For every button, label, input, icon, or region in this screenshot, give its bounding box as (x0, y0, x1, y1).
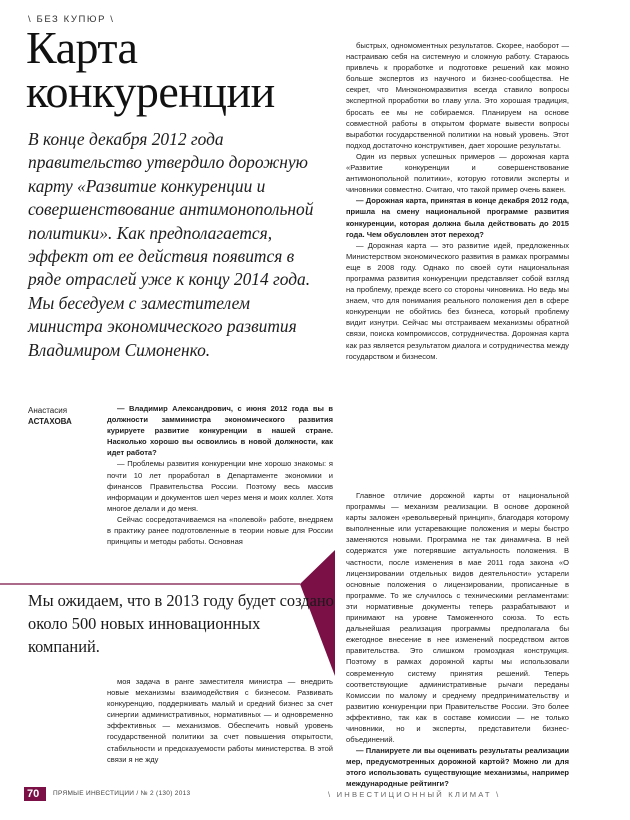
page-number: 70 (27, 788, 40, 800)
rubric-label: \ БЕЗ КУПЮР \ (28, 14, 115, 25)
section-name: \ ИНВЕСТИЦИОННЫЙ КЛИМАТ \ (328, 790, 501, 799)
question-paragraph: — Владимир Александрович, с июня 2012 года вы в должности замминистра экономического развития курируете развитие конкуренции в нашей стране. Насколько хорошо вы освоились в новой должности, как идет работа? (107, 404, 333, 458)
author-first-name: Анастасия (28, 406, 68, 415)
column-left-bottom (107, 676, 333, 765)
article-title (26, 22, 326, 117)
author-byline (28, 405, 98, 427)
question-paragraph: — Дорожная карта, принятая в конце декабря 2012 года, пришла на смену национальной программе развития конкуренции, которая должна была действовать до 2015 года. Чем обусловлен этот переход? (346, 196, 569, 239)
question-paragraph: — Планируете ли вы оценивать результаты реализации мер, предусмотренных дорожной картой? Можно ли для этого использовать существующие механизмы, например международные рейтинги? (346, 746, 569, 789)
answer-paragraph: — Дорожная карта — это развитие идей, предложенных Министерством экономического развития в рамках программы еще в 2008 году. Однако по своей сути национальная программа развития конкуренции представляет собой взгляд на проблему, прежде всего со стороны чиновника. Но ведь мы знаем, что для понимания реального положения дел в сфере конкуренции не обойтись без бизнеса, который проблему видит изнутри. Сейчас мы отстраиваем механизмы обратной связи, поиска компромиссов, сотрудничества. Дорожная карта как раз является результатом диалога и сотрудничества между государством и бизнесом. (346, 240, 569, 361)
answer-paragraph: Сейчас сосредотачиваемся на «полевой» работе, внедряем в практику ранее подготовленные в теории новые для России принципы и методы работы. Основная (107, 514, 333, 547)
answer-paragraph: — Проблемы развития конкуренции мне хорошо знакомы: я почти 10 лет проработал в Департаменте экономики и финансов Правительства России. Поэтому весь массив информации и документов шел через меня и моих коллег. Хотя многое делали и до меня. (107, 459, 333, 513)
title-line-2: конкуренции (26, 66, 275, 117)
magazine-name: ПРЯМЫЕ ИНВЕСТИЦИИ / № 2 (130) 2013 (53, 790, 191, 797)
column-right-top (346, 40, 569, 362)
answer-paragraph: моя задача в ранге заместителя министра — внедрить новые механизмы взаимодействия с бизнесом. Развивать конкуренцию, поддерживать малый и средний бизнес за счет синергии административных, нормативных — и одновременно эффективных — механизмов. Обеспечить новый уровень государственной политики за счет повышения открытости, стабильности и предсказуемости работы министерства. В этой связи я не жду (107, 677, 333, 764)
article-lead: В конце декабря 2012 года правительство утвердило дорожную карту «Развитие конкуренции и совершенствование антимонопольной политики». Как предполагается, эффект от ее действия появится в ряде отраслей уже к концу 2014 года. Мы беседуем с заместителем министра экономического развития Владимиром Симоненко. (28, 129, 314, 360)
pull-quote: Мы ожидаем, что в 2013 году будет создано около 500 новых инновационных компаний. (28, 591, 334, 656)
column-right-bottom (346, 490, 569, 790)
author-last-name: АСТАХОВА (28, 417, 72, 426)
answer-paragraph: Главное отличие дорожной карты от национальной программы — механизм реализации. В основе дорожной карты заложен «револьверный принцип», благодаря которому выполненные или устаревающие положения и меры быстро заменяются новыми. Программа не так динамична. В ней содержатся уже потерявшие актуальность положения. В частности, после изменения в мае 2011 года закона «О лицензировании отдельных видов деятельности» устарели основные положения о лицензировании, прописанные в программе. То же случилось с техническими регламентами: эти нормативные документы теперь разрабатывают и принимают на уровне Таможенного союза. То есть дальнейшая реализация программы предполагала бы ежегодное внесение в нее изменений посредством актов правительства. Это слишком громоздкая конструкция. Поэтому в рамках дорожной карты мы использовали современную систему принятия решений. Теперь соответствующие административные рычаги переданы Комиссии по малому и среднему предпринимательству и развитию конкуренции при Правительстве России. Это более эффективно, так как в составе комиссии — не только чиновники, но и эксперты, представители бизнес-объединений. (346, 491, 569, 745)
answer-paragraph: Один из первых успешных примеров — дорожная карта «Развитие конкуренции и совершенствование антимонопольной политики», которую готовили эксперты и чиновники совместно. Считаю, что такой пример очень важен. (346, 151, 569, 195)
title-line-1: Карта (26, 22, 138, 73)
side-band-blank (598, 0, 630, 820)
column-left-top (107, 403, 333, 547)
side-decor-band (598, 0, 630, 820)
answer-paragraph: быстрых, одномоментных результатов. Скорее, наоборот — настраиваю себя на системную и сложную работу. Стараюсь привлечь к проработке и подготовке решений как можно больше экспертов из научного и бизнес-сообщества. Не секрет, что Минэкономразвития всегда ставило вопросы экспертной проработки во главу угла. Это хорошая традиция, бросать ее мы не собираемся. Планируем на основе совместной работы в открытом формате вывести вопросы выработки государственной политики на новый уровень. Этот подход достаточно конструктивен, дает хорошие результаты. (346, 41, 569, 150)
